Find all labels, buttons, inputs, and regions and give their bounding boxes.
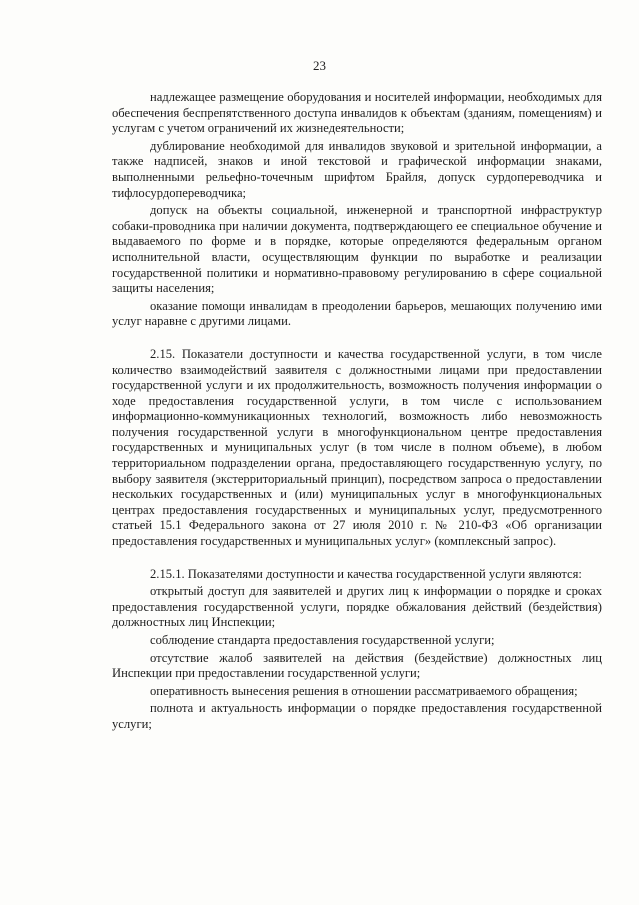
paragraph: допуск на объекты социальной, инженерной и транспортной инфраструктур собаки-проводника при наличии документа, подтверждающего ее специальное обучение и выдаваемого по форме и в порядке, которые определяются федеральным органом исполнительной власти, осуществляющим функции по выработке и реализации государственной политики и нормативно-правовому регулированию в сфере социальной защиты населения;: [112, 203, 602, 296]
paragraph: оперативность вынесения решения в отношении рассматриваемого обращения;: [150, 683, 578, 698]
paragraph: дублирование необходимой для инвалидов звуковой и зрительной информации, а также надписей, знаков и иной текстовой и графической информации знаками, выполненными рельефно-точечным шрифтом Брайля, допуск сурдопереводчика и тифлосурдопереводчика;: [112, 138, 602, 200]
paragraph: открытый доступ для заявителей и других лиц к информации о порядке и сроках предоставления государственной услуги, порядке обжалования действий (бездействия) должностных лиц Инспекции;: [112, 584, 602, 630]
paragraph: соблюдение стандарта предоставления государственной услуги;: [150, 633, 495, 647]
section-paragraph-2-15: 2.15. Показатели доступности и качества государственной услуги, в том числе количество взаимодействий заявителя с должностными лицами при предоставлении государственной услуги и их продолжительность, возможность получения информации о ходе предоставления государственной услуги, в том числе с использованием информационно-коммуникационных технологий, возможность либо невозможность получения государственной услуги в многофункциональном центре предоставления государственных и муниципальных услуг (в том числе в полном объеме), в любом территориальном подразделении органа, предоставляющего государственную услугу, по выбору заявителя (экстерриториальный принцип), посредством запроса о предоставлении нескольких государственных и (или) муниципальных услуг в многофункциональных центрах предоставления государственных и муниципальных услуг, предусмотренного статьей 15.1 Федерального закона от 27 июля 2010 г. № 210-ФЗ «Об организации предоставления государственных и муниципальных услуг» (комплексный запрос).: [112, 346, 602, 549]
page-number: 23: [313, 58, 326, 73]
section-paragraph-2-15-1: 2.15.1. Показателями доступности и качества государственной услуги являются:: [150, 566, 582, 581]
paragraph: надлежащее размещение оборудования и носителей информации, необходимых для обеспечения беспрепятственного доступа инвалидов к объектам (зданиям, помещениям) и услугам с учетом ограничений их жизнедеятельности;: [112, 90, 602, 136]
document-body: [112, 90, 602, 733]
paragraph: оказание помощи инвалидам в преодолении барьеров, мешающих получению ими услуг наравне с другими лицами.: [112, 298, 602, 329]
paragraph: отсутствие жалоб заявителей на действия (бездействие) должностных лиц Инспекции при предоставлении государственной услуги;: [112, 650, 602, 681]
paragraph: полнота и актуальность информации о порядке предоставления государственной услуги;: [112, 701, 602, 731]
